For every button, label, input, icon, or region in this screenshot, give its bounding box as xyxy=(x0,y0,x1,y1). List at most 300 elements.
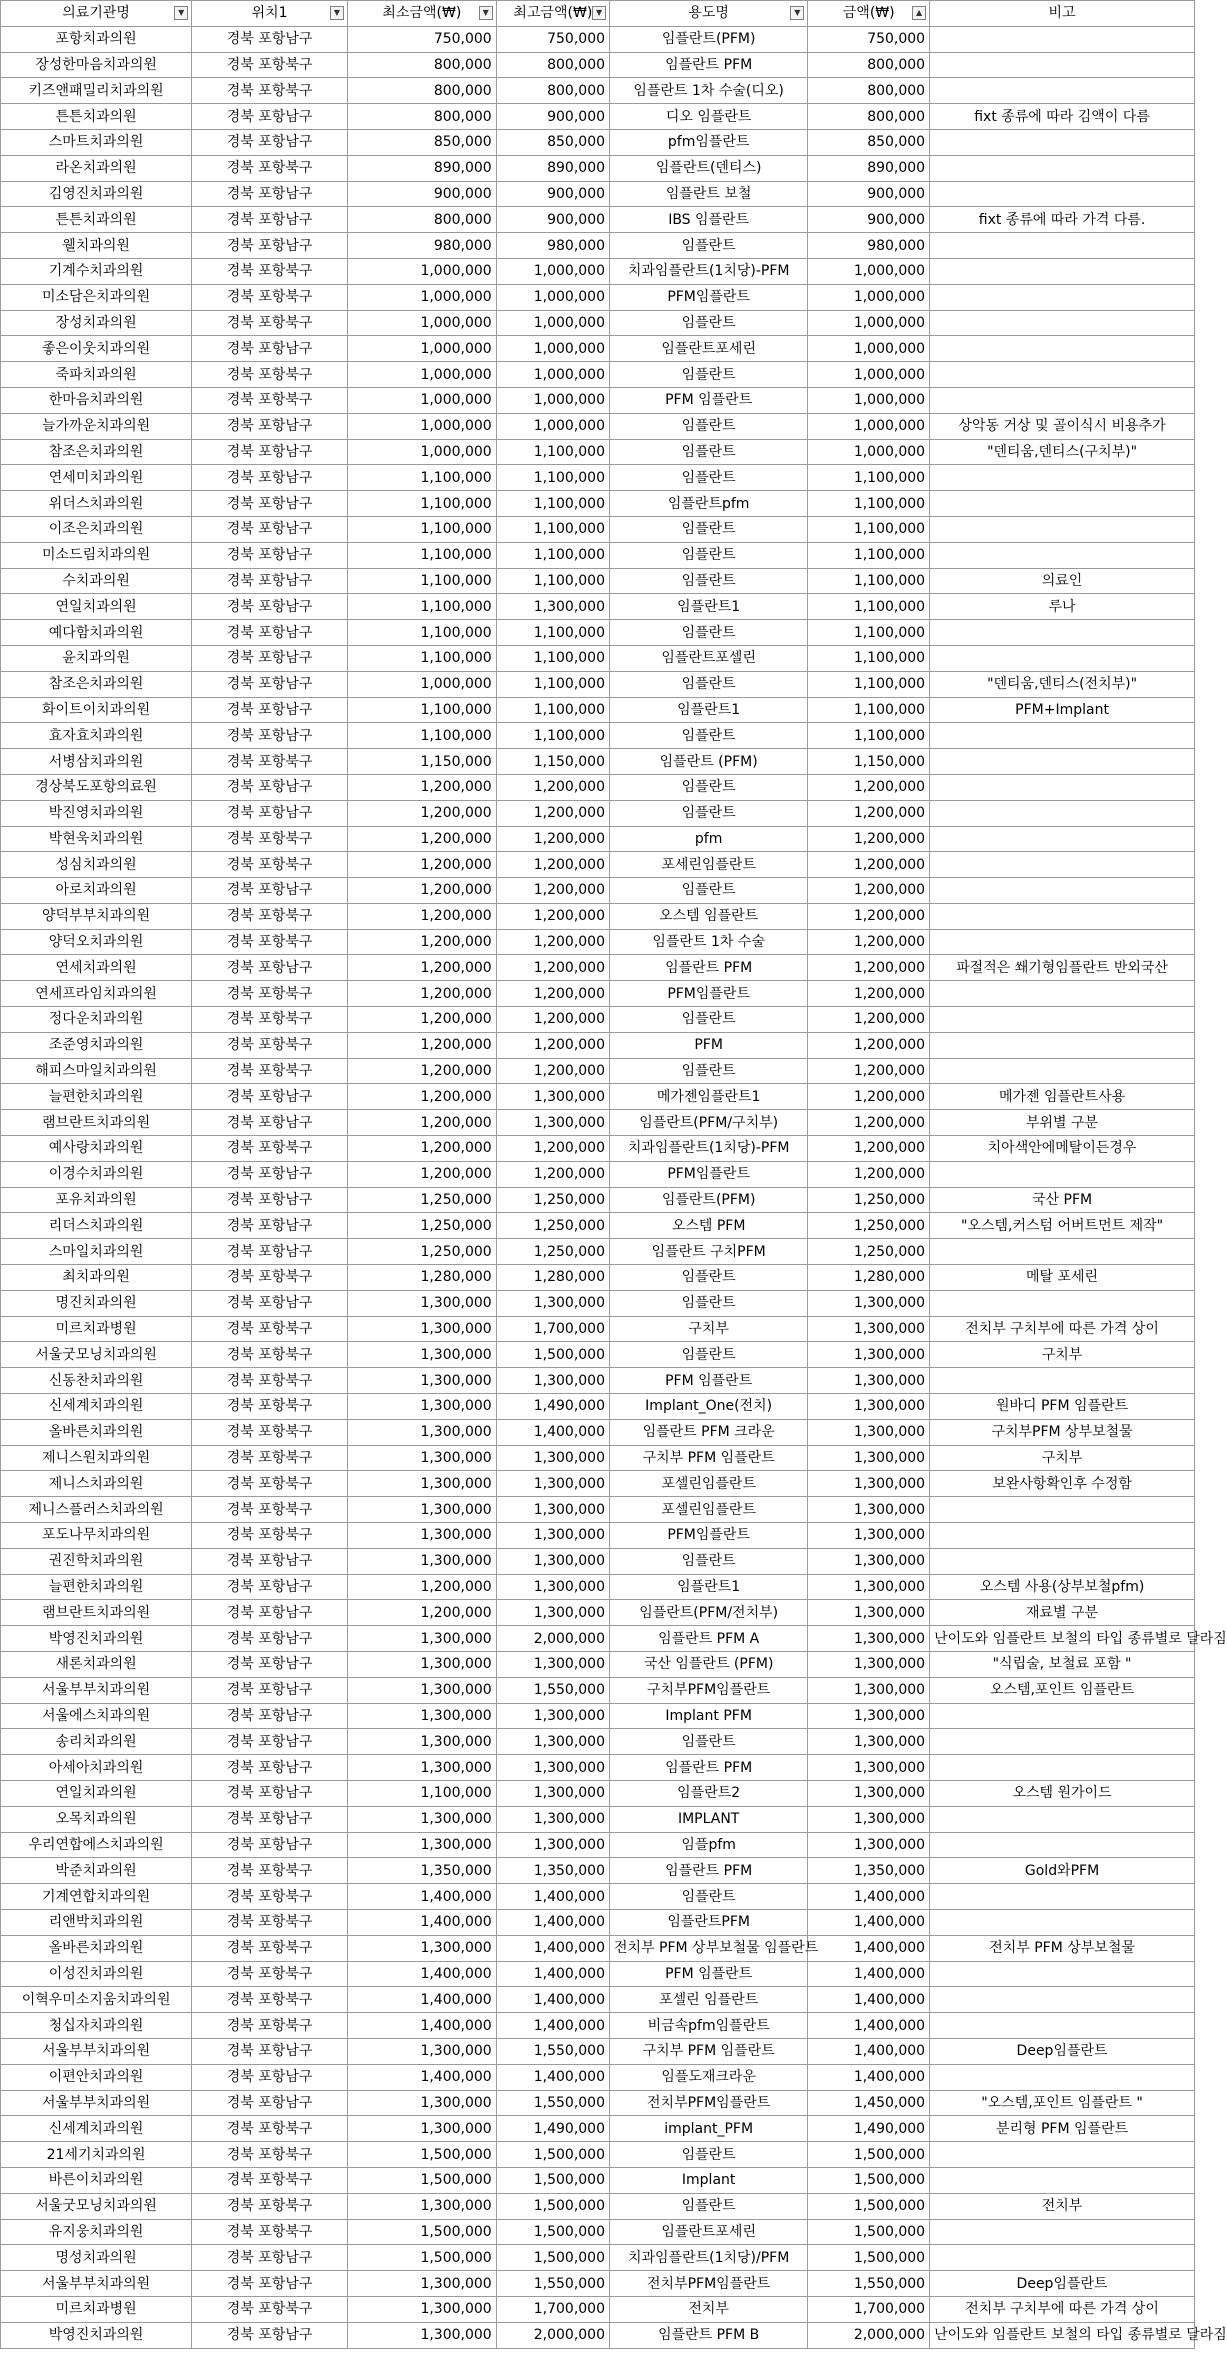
cell-use[interactable]: PFM 임플란트 xyxy=(610,1961,808,1987)
cell-amt[interactable]: 1,200,000 xyxy=(808,1007,930,1033)
cell-note[interactable] xyxy=(930,1548,1195,1574)
cell-use[interactable]: 전치부 xyxy=(610,2296,808,2322)
cell-name[interactable]: 올바른치과의원 xyxy=(1,1419,192,1445)
cell-min[interactable]: 1,000,000 xyxy=(348,284,497,310)
cell-note[interactable] xyxy=(930,981,1195,1007)
cell-name[interactable]: 유지웅치과의원 xyxy=(1,2219,192,2245)
cell-loc[interactable]: 경북 포항북구 xyxy=(192,2142,348,2168)
cell-loc[interactable]: 경북 포항북구 xyxy=(192,1935,348,1961)
cell-amt[interactable]: 1,350,000 xyxy=(808,1858,930,1884)
cell-use[interactable]: 구치부 PFM 임플란트 xyxy=(610,2038,808,2064)
filter-dropdown-icon[interactable]: ▼ xyxy=(330,6,344,20)
cell-min[interactable]: 1,300,000 xyxy=(348,1497,497,1523)
cell-amt[interactable]: 1,300,000 xyxy=(808,1729,930,1755)
cell-amt[interactable]: 1,400,000 xyxy=(808,1935,930,1961)
cell-max[interactable]: 1,100,000 xyxy=(496,568,609,594)
cell-min[interactable]: 1,000,000 xyxy=(348,671,497,697)
cell-loc[interactable]: 경북 포항북구 xyxy=(192,1909,348,1935)
cell-note[interactable] xyxy=(930,878,1195,904)
cell-use[interactable]: 임플란트 xyxy=(610,568,808,594)
cell-use[interactable]: 임플란트 xyxy=(610,439,808,465)
cell-max[interactable]: 1,200,000 xyxy=(496,1161,609,1187)
cell-min[interactable]: 1,300,000 xyxy=(348,2038,497,2064)
cell-note[interactable] xyxy=(930,1007,1195,1033)
cell-use[interactable]: 임플란트(PFM) xyxy=(610,26,808,52)
cell-loc[interactable]: 경북 포항남구 xyxy=(192,336,348,362)
cell-loc[interactable]: 경북 포항남구 xyxy=(192,1729,348,1755)
cell-loc[interactable]: 경북 포항남구 xyxy=(192,1161,348,1187)
cell-loc[interactable]: 경북 포항남구 xyxy=(192,2090,348,2116)
cell-min[interactable]: 1,100,000 xyxy=(348,620,497,646)
cell-name[interactable]: 신동찬치과의원 xyxy=(1,1368,192,1394)
cell-amt[interactable]: 1,100,000 xyxy=(808,594,930,620)
cell-amt[interactable]: 1,250,000 xyxy=(808,1213,930,1239)
cell-use[interactable]: 구치부PFM임플란트 xyxy=(610,1677,808,1703)
cell-min[interactable]: 1,200,000 xyxy=(348,852,497,878)
cell-amt[interactable]: 1,100,000 xyxy=(808,620,930,646)
cell-note[interactable]: 원바디 PFM 임플란트 xyxy=(930,1394,1195,1420)
cell-amt[interactable]: 1,200,000 xyxy=(808,1161,930,1187)
cell-amt[interactable]: 1,300,000 xyxy=(808,1832,930,1858)
cell-min[interactable]: 1,200,000 xyxy=(348,1600,497,1626)
cell-name[interactable]: 포유치과의원 xyxy=(1,1187,192,1213)
cell-loc[interactable]: 경북 포항북구 xyxy=(192,2193,348,2219)
cell-amt[interactable]: 1,200,000 xyxy=(808,955,930,981)
cell-min[interactable]: 800,000 xyxy=(348,207,497,233)
cell-min[interactable]: 1,200,000 xyxy=(348,929,497,955)
cell-amt[interactable]: 1,300,000 xyxy=(808,1548,930,1574)
cell-loc[interactable]: 경북 포항남구 xyxy=(192,181,348,207)
cell-max[interactable]: 1,400,000 xyxy=(496,2013,609,2039)
cell-max[interactable]: 1,500,000 xyxy=(496,1342,609,1368)
cell-note[interactable] xyxy=(930,258,1195,284)
cell-note[interactable]: 구치부PFM 상부보철물 xyxy=(930,1419,1195,1445)
cell-min[interactable]: 1,300,000 xyxy=(348,2271,497,2297)
cell-min[interactable]: 1,000,000 xyxy=(348,413,497,439)
cell-max[interactable]: 1,200,000 xyxy=(496,1032,609,1058)
cell-amt[interactable]: 1,150,000 xyxy=(808,749,930,775)
cell-max[interactable]: 1,000,000 xyxy=(496,362,609,388)
cell-loc[interactable]: 경북 포항남구 xyxy=(192,104,348,130)
cell-note[interactable] xyxy=(930,2142,1195,2168)
cell-name[interactable]: 김영진치과의원 xyxy=(1,181,192,207)
cell-amt[interactable]: 1,000,000 xyxy=(808,413,930,439)
cell-max[interactable]: 1,550,000 xyxy=(496,2271,609,2297)
cell-amt[interactable]: 1,400,000 xyxy=(808,1884,930,1910)
cell-loc[interactable]: 경북 포항남구 xyxy=(192,1574,348,1600)
cell-min[interactable]: 980,000 xyxy=(348,233,497,259)
column-header-note[interactable] xyxy=(930,1,1195,27)
cell-note[interactable] xyxy=(930,1290,1195,1316)
cell-max[interactable]: 900,000 xyxy=(496,104,609,130)
cell-loc[interactable]: 경북 포항남구 xyxy=(192,2271,348,2297)
cell-loc[interactable]: 경북 포항북구 xyxy=(192,2219,348,2245)
cell-amt[interactable]: 1,200,000 xyxy=(808,878,930,904)
cell-min[interactable]: 1,200,000 xyxy=(348,774,497,800)
cell-amt[interactable]: 1,200,000 xyxy=(808,1032,930,1058)
cell-min[interactable]: 1,400,000 xyxy=(348,2064,497,2090)
cell-use[interactable]: 포셀린임플란트 xyxy=(610,1471,808,1497)
cell-use[interactable]: 임플란트 1차 수술(디오) xyxy=(610,78,808,104)
cell-loc[interactable]: 경북 포항남구 xyxy=(192,774,348,800)
cell-note[interactable]: 상악동 거상 및 골이식시 비용추가 xyxy=(930,413,1195,439)
cell-min[interactable]: 1,200,000 xyxy=(348,826,497,852)
cell-note[interactable] xyxy=(930,903,1195,929)
cell-max[interactable]: 1,100,000 xyxy=(496,465,609,491)
cell-min[interactable]: 1,300,000 xyxy=(348,1806,497,1832)
cell-amt[interactable]: 900,000 xyxy=(808,181,930,207)
cell-use[interactable]: 임플란트 xyxy=(610,1342,808,1368)
cell-max[interactable]: 1,300,000 xyxy=(496,1471,609,1497)
cell-amt[interactable]: 890,000 xyxy=(808,155,930,181)
cell-note[interactable] xyxy=(930,387,1195,413)
cell-min[interactable]: 1,350,000 xyxy=(348,1858,497,1884)
cell-use[interactable]: 임플도재크라운 xyxy=(610,2064,808,2090)
cell-note[interactable] xyxy=(930,852,1195,878)
cell-name[interactable]: 명성치과의원 xyxy=(1,2245,192,2271)
cell-min[interactable]: 1,100,000 xyxy=(348,516,497,542)
cell-loc[interactable]: 경북 포항남구 xyxy=(192,26,348,52)
cell-min[interactable]: 1,300,000 xyxy=(348,1935,497,1961)
cell-min[interactable]: 1,250,000 xyxy=(348,1187,497,1213)
cell-amt[interactable]: 1,300,000 xyxy=(808,1677,930,1703)
cell-note[interactable] xyxy=(930,2013,1195,2039)
cell-note[interactable]: "오스템,커스텀 어버트먼트 제작" xyxy=(930,1213,1195,1239)
cell-loc[interactable]: 경북 포항북구 xyxy=(192,1523,348,1549)
cell-loc[interactable]: 경북 포항남구 xyxy=(192,697,348,723)
cell-name[interactable]: 박현욱치과의원 xyxy=(1,826,192,852)
cell-name[interactable]: 박진영치과의원 xyxy=(1,800,192,826)
cell-max[interactable]: 1,200,000 xyxy=(496,774,609,800)
cell-use[interactable]: 임플란트 xyxy=(610,2142,808,2168)
cell-loc[interactable]: 경북 포항북구 xyxy=(192,1987,348,2013)
cell-use[interactable]: 임플란트 xyxy=(610,1007,808,1033)
cell-name[interactable]: 연세미치과의원 xyxy=(1,465,192,491)
cell-amt[interactable]: 1,400,000 xyxy=(808,2013,930,2039)
cell-min[interactable]: 1,500,000 xyxy=(348,2167,497,2193)
cell-max[interactable]: 1,100,000 xyxy=(496,439,609,465)
cell-min[interactable]: 1,100,000 xyxy=(348,1780,497,1806)
cell-note[interactable] xyxy=(930,1884,1195,1910)
cell-name[interactable]: 바른이치과의원 xyxy=(1,2167,192,2193)
cell-max[interactable]: 1,400,000 xyxy=(496,1987,609,2013)
cell-loc[interactable]: 경북 포항북구 xyxy=(192,1858,348,1884)
cell-loc[interactable]: 경북 포항북구 xyxy=(192,1368,348,1394)
cell-note[interactable] xyxy=(930,2167,1195,2193)
cell-min[interactable]: 1,200,000 xyxy=(348,878,497,904)
cell-loc[interactable]: 경북 포항북구 xyxy=(192,1419,348,1445)
cell-max[interactable]: 2,000,000 xyxy=(496,1626,609,1652)
cell-name[interactable]: 서울부부치과의원 xyxy=(1,2271,192,2297)
cell-name[interactable]: 라온치과의원 xyxy=(1,155,192,181)
cell-name[interactable]: 웰치과의원 xyxy=(1,233,192,259)
cell-use[interactable]: PFM 임플란트 xyxy=(610,1368,808,1394)
cell-amt[interactable]: 1,100,000 xyxy=(808,568,930,594)
cell-name[interactable]: 미소드림치과의원 xyxy=(1,542,192,568)
cell-name[interactable]: 연일치과의원 xyxy=(1,1780,192,1806)
cell-use[interactable]: 임플란트 PFM B xyxy=(610,2322,808,2348)
cell-min[interactable]: 1,300,000 xyxy=(348,2322,497,2348)
cell-use[interactable]: PFM임플란트 xyxy=(610,981,808,1007)
cell-name[interactable]: 21세기치과의원 xyxy=(1,2142,192,2168)
cell-max[interactable]: 1,300,000 xyxy=(496,1806,609,1832)
cell-max[interactable]: 1,300,000 xyxy=(496,1548,609,1574)
cell-loc[interactable]: 경북 포항북구 xyxy=(192,1007,348,1033)
cell-use[interactable]: 치과임플란트(1치당)-PFM xyxy=(610,1136,808,1162)
cell-max[interactable]: 1,300,000 xyxy=(496,1110,609,1136)
cell-amt[interactable]: 1,300,000 xyxy=(808,1342,930,1368)
cell-name[interactable]: 리더스치과의원 xyxy=(1,1213,192,1239)
cell-max[interactable]: 1,100,000 xyxy=(496,516,609,542)
filter-dropdown-icon[interactable]: ▼ xyxy=(479,6,493,20)
cell-loc[interactable]: 경북 포항북구 xyxy=(192,362,348,388)
cell-amt[interactable]: 1,200,000 xyxy=(808,1084,930,1110)
cell-min[interactable]: 1,300,000 xyxy=(348,1755,497,1781)
cell-note[interactable] xyxy=(930,1497,1195,1523)
cell-use[interactable]: 임플란트(PFM/전치부) xyxy=(610,1600,808,1626)
cell-max[interactable]: 1,100,000 xyxy=(496,671,609,697)
cell-name[interactable]: 최치과의원 xyxy=(1,1265,192,1291)
cell-amt[interactable]: 1,100,000 xyxy=(808,697,930,723)
cell-note[interactable] xyxy=(930,26,1195,52)
cell-loc[interactable]: 경북 포항남구 xyxy=(192,1832,348,1858)
cell-loc[interactable]: 경북 포항북구 xyxy=(192,2013,348,2039)
cell-max[interactable]: 1,250,000 xyxy=(496,1239,609,1265)
cell-name[interactable]: 장성한마음치과의원 xyxy=(1,52,192,78)
cell-amt[interactable]: 1,000,000 xyxy=(808,439,930,465)
cell-amt[interactable]: 1,200,000 xyxy=(808,1110,930,1136)
cell-max[interactable]: 1,400,000 xyxy=(496,1884,609,1910)
cell-max[interactable]: 1,100,000 xyxy=(496,645,609,671)
cell-name[interactable]: 예다함치과의원 xyxy=(1,620,192,646)
cell-max[interactable]: 1,300,000 xyxy=(496,1523,609,1549)
cell-min[interactable]: 1,200,000 xyxy=(348,1058,497,1084)
cell-loc[interactable]: 경북 포항북구 xyxy=(192,155,348,181)
cell-note[interactable]: 전치부 구치부에 따른 가격 상이 xyxy=(930,2296,1195,2322)
cell-loc[interactable]: 경북 포항남구 xyxy=(192,129,348,155)
cell-use[interactable]: 임플란트1 xyxy=(610,1574,808,1600)
cell-amt[interactable]: 1,300,000 xyxy=(808,1368,930,1394)
cell-note[interactable]: Gold와PFM xyxy=(930,1858,1195,1884)
cell-loc[interactable]: 경북 포항북구 xyxy=(192,1497,348,1523)
cell-max[interactable]: 1,300,000 xyxy=(496,1703,609,1729)
cell-loc[interactable]: 경북 포항북구 xyxy=(192,2296,348,2322)
cell-name[interactable]: 위더스치과의원 xyxy=(1,491,192,517)
cell-max[interactable]: 1,200,000 xyxy=(496,929,609,955)
cell-max[interactable]: 1,400,000 xyxy=(496,1935,609,1961)
cell-note[interactable] xyxy=(930,542,1195,568)
cell-min[interactable]: 1,300,000 xyxy=(348,2296,497,2322)
cell-min[interactable]: 1,400,000 xyxy=(348,1909,497,1935)
cell-name[interactable]: 신세계치과의원 xyxy=(1,2116,192,2142)
cell-amt[interactable]: 1,300,000 xyxy=(808,1626,930,1652)
cell-max[interactable]: 1,250,000 xyxy=(496,1213,609,1239)
cell-amt[interactable]: 1,300,000 xyxy=(808,1755,930,1781)
cell-use[interactable]: 임플란트pfm xyxy=(610,491,808,517)
cell-note[interactable] xyxy=(930,620,1195,646)
cell-name[interactable]: 늘가까운치과의원 xyxy=(1,413,192,439)
cell-note[interactable] xyxy=(930,129,1195,155)
cell-use[interactable]: 임플란트 xyxy=(610,2193,808,2219)
cell-loc[interactable]: 경북 포항남구 xyxy=(192,465,348,491)
cell-name[interactable]: 서울부부치과의원 xyxy=(1,2038,192,2064)
cell-max[interactable]: 1,300,000 xyxy=(496,1652,609,1678)
cell-max[interactable]: 900,000 xyxy=(496,207,609,233)
cell-note[interactable]: 의료인 xyxy=(930,568,1195,594)
cell-loc[interactable]: 경북 포항남구 xyxy=(192,439,348,465)
cell-max[interactable]: 1,100,000 xyxy=(496,620,609,646)
cell-use[interactable]: 임플란트 1차 수술 xyxy=(610,929,808,955)
cell-name[interactable]: 박영진치과의원 xyxy=(1,1626,192,1652)
cell-loc[interactable]: 경북 포항남구 xyxy=(192,1652,348,1678)
cell-max[interactable]: 1,300,000 xyxy=(496,1755,609,1781)
cell-loc[interactable]: 경북 포항북구 xyxy=(192,1032,348,1058)
cell-min[interactable]: 1,000,000 xyxy=(348,387,497,413)
cell-use[interactable]: IBS 임플란트 xyxy=(610,207,808,233)
cell-max[interactable]: 1,300,000 xyxy=(496,1574,609,1600)
cell-min[interactable]: 1,300,000 xyxy=(348,1445,497,1471)
cell-name[interactable]: 화이트이치과의원 xyxy=(1,697,192,723)
cell-name[interactable]: 좋은이웃치과의원 xyxy=(1,336,192,362)
cell-loc[interactable]: 경북 포항남구 xyxy=(192,1213,348,1239)
cell-loc[interactable]: 경북 포항남구 xyxy=(192,491,348,517)
cell-use[interactable]: 포셀린임플란트 xyxy=(610,1497,808,1523)
cell-max[interactable]: 1,700,000 xyxy=(496,1316,609,1342)
cell-use[interactable]: 임플란트포셀린 xyxy=(610,645,808,671)
cell-use[interactable]: 메가젠임플란트1 xyxy=(610,1084,808,1110)
cell-max[interactable]: 1,300,000 xyxy=(496,1497,609,1523)
cell-amt[interactable]: 800,000 xyxy=(808,104,930,130)
cell-amt[interactable]: 2,000,000 xyxy=(808,2322,930,2348)
cell-name[interactable]: 스마트치과의원 xyxy=(1,129,192,155)
cell-loc[interactable]: 경북 포항남구 xyxy=(192,1110,348,1136)
cell-use[interactable]: 임플란트 xyxy=(610,1729,808,1755)
cell-max[interactable]: 1,400,000 xyxy=(496,2064,609,2090)
cell-amt[interactable]: 1,400,000 xyxy=(808,1987,930,2013)
cell-name[interactable]: 포도나무치과의원 xyxy=(1,1523,192,1549)
cell-name[interactable]: 정다운치과의원 xyxy=(1,1007,192,1033)
cell-max[interactable]: 1,100,000 xyxy=(496,491,609,517)
cell-min[interactable]: 1,500,000 xyxy=(348,2245,497,2271)
cell-amt[interactable]: 1,100,000 xyxy=(808,542,930,568)
cell-min[interactable]: 1,300,000 xyxy=(348,1290,497,1316)
cell-amt[interactable]: 1,200,000 xyxy=(808,774,930,800)
cell-amt[interactable]: 1,100,000 xyxy=(808,465,930,491)
cell-use[interactable]: pfm임플란트 xyxy=(610,129,808,155)
cell-min[interactable]: 1,100,000 xyxy=(348,465,497,491)
cell-use[interactable]: 임플란트 xyxy=(610,465,808,491)
cell-name[interactable]: 참조은치과의원 xyxy=(1,439,192,465)
cell-name[interactable]: 아로치과의원 xyxy=(1,878,192,904)
cell-loc[interactable]: 경북 포항북구 xyxy=(192,1445,348,1471)
cell-max[interactable]: 800,000 xyxy=(496,52,609,78)
cell-min[interactable]: 1,100,000 xyxy=(348,568,497,594)
column-header-use[interactable] xyxy=(610,1,808,27)
cell-use[interactable]: 임플란트 xyxy=(610,1265,808,1291)
cell-amt[interactable]: 1,100,000 xyxy=(808,671,930,697)
cell-note[interactable] xyxy=(930,1909,1195,1935)
cell-use[interactable]: 임플란트 xyxy=(610,413,808,439)
cell-name[interactable]: 미소담은치과의원 xyxy=(1,284,192,310)
cell-loc[interactable]: 경북 포항북구 xyxy=(192,852,348,878)
cell-loc[interactable]: 경북 포항북구 xyxy=(192,52,348,78)
cell-name[interactable]: 튼튼치과의원 xyxy=(1,207,192,233)
column-header-amt[interactable] xyxy=(808,1,930,27)
cell-min[interactable]: 1,300,000 xyxy=(348,1523,497,1549)
cell-use[interactable]: 임플란트1 xyxy=(610,697,808,723)
cell-name[interactable]: 성심치과의원 xyxy=(1,852,192,878)
cell-loc[interactable]: 경북 포항남구 xyxy=(192,233,348,259)
column-header-min[interactable] xyxy=(348,1,497,27)
cell-name[interactable]: 송리치과의원 xyxy=(1,1729,192,1755)
cell-amt[interactable]: 1,300,000 xyxy=(808,1419,930,1445)
cell-note[interactable] xyxy=(930,1703,1195,1729)
cell-loc[interactable]: 경북 포항남구 xyxy=(192,1239,348,1265)
cell-max[interactable]: 900,000 xyxy=(496,181,609,207)
cell-min[interactable]: 1,000,000 xyxy=(348,439,497,465)
cell-name[interactable]: 키즈앤패밀리치과의원 xyxy=(1,78,192,104)
cell-name[interactable]: 오목치과의원 xyxy=(1,1806,192,1832)
cell-note[interactable]: Deep임플란트 xyxy=(930,2271,1195,2297)
cell-min[interactable]: 1,200,000 xyxy=(348,1084,497,1110)
cell-name[interactable]: 조준영치과의원 xyxy=(1,1032,192,1058)
cell-loc[interactable]: 경북 포항북구 xyxy=(192,2167,348,2193)
cell-note[interactable] xyxy=(930,1729,1195,1755)
cell-min[interactable]: 1,200,000 xyxy=(348,1007,497,1033)
cell-name[interactable]: 서병삼치과의원 xyxy=(1,749,192,775)
cell-amt[interactable]: 980,000 xyxy=(808,233,930,259)
cell-use[interactable]: 임플란트 xyxy=(610,800,808,826)
cell-amt[interactable]: 900,000 xyxy=(808,207,930,233)
cell-max[interactable]: 1,250,000 xyxy=(496,1187,609,1213)
cell-amt[interactable]: 1,000,000 xyxy=(808,387,930,413)
cell-note[interactable]: "식립술, 보철료 포함 " xyxy=(930,1652,1195,1678)
cell-note[interactable]: "오스템,포인트 임플란트 " xyxy=(930,2090,1195,2116)
cell-loc[interactable]: 경북 포항남구 xyxy=(192,2245,348,2271)
cell-min[interactable]: 1,400,000 xyxy=(348,2013,497,2039)
cell-use[interactable]: PFM임플란트 xyxy=(610,1161,808,1187)
cell-name[interactable]: 서울부부치과의원 xyxy=(1,2090,192,2116)
cell-loc[interactable]: 경북 포항남구 xyxy=(192,1290,348,1316)
cell-name[interactable]: 윤치과의원 xyxy=(1,645,192,671)
cell-name[interactable]: 연세프라임치과의원 xyxy=(1,981,192,1007)
cell-max[interactable]: 1,300,000 xyxy=(496,1368,609,1394)
cell-use[interactable]: 치과임플란트(1치당)-PFM xyxy=(610,258,808,284)
cell-loc[interactable]: 경북 포항남구 xyxy=(192,516,348,542)
cell-max[interactable]: 1,200,000 xyxy=(496,1058,609,1084)
cell-note[interactable]: Deep임플란트 xyxy=(930,2038,1195,2064)
cell-min[interactable]: 1,300,000 xyxy=(348,1729,497,1755)
cell-amt[interactable]: 1,300,000 xyxy=(808,1574,930,1600)
cell-max[interactable]: 850,000 xyxy=(496,129,609,155)
cell-name[interactable]: 박영진치과의원 xyxy=(1,2322,192,2348)
cell-max[interactable]: 1,300,000 xyxy=(496,1084,609,1110)
cell-amt[interactable]: 1,500,000 xyxy=(808,2142,930,2168)
cell-note[interactable]: 국산 PFM xyxy=(930,1187,1195,1213)
cell-use[interactable]: implant_PFM xyxy=(610,2116,808,2142)
cell-note[interactable]: 치아색안에메탈이든경우 xyxy=(930,1136,1195,1162)
cell-use[interactable]: 임플란트 PFM xyxy=(610,52,808,78)
cell-min[interactable]: 1,280,000 xyxy=(348,1265,497,1291)
cell-use[interactable]: 임플란트 xyxy=(610,671,808,697)
cell-loc[interactable]: 경북 포항북구 xyxy=(192,284,348,310)
cell-name[interactable]: 포항치과의원 xyxy=(1,26,192,52)
cell-use[interactable]: Implant PFM xyxy=(610,1703,808,1729)
cell-name[interactable]: 늘편한치과의원 xyxy=(1,1574,192,1600)
cell-note[interactable] xyxy=(930,2245,1195,2271)
cell-name[interactable]: 서울부부치과의원 xyxy=(1,1677,192,1703)
cell-name[interactable]: 권진학치과의원 xyxy=(1,1548,192,1574)
